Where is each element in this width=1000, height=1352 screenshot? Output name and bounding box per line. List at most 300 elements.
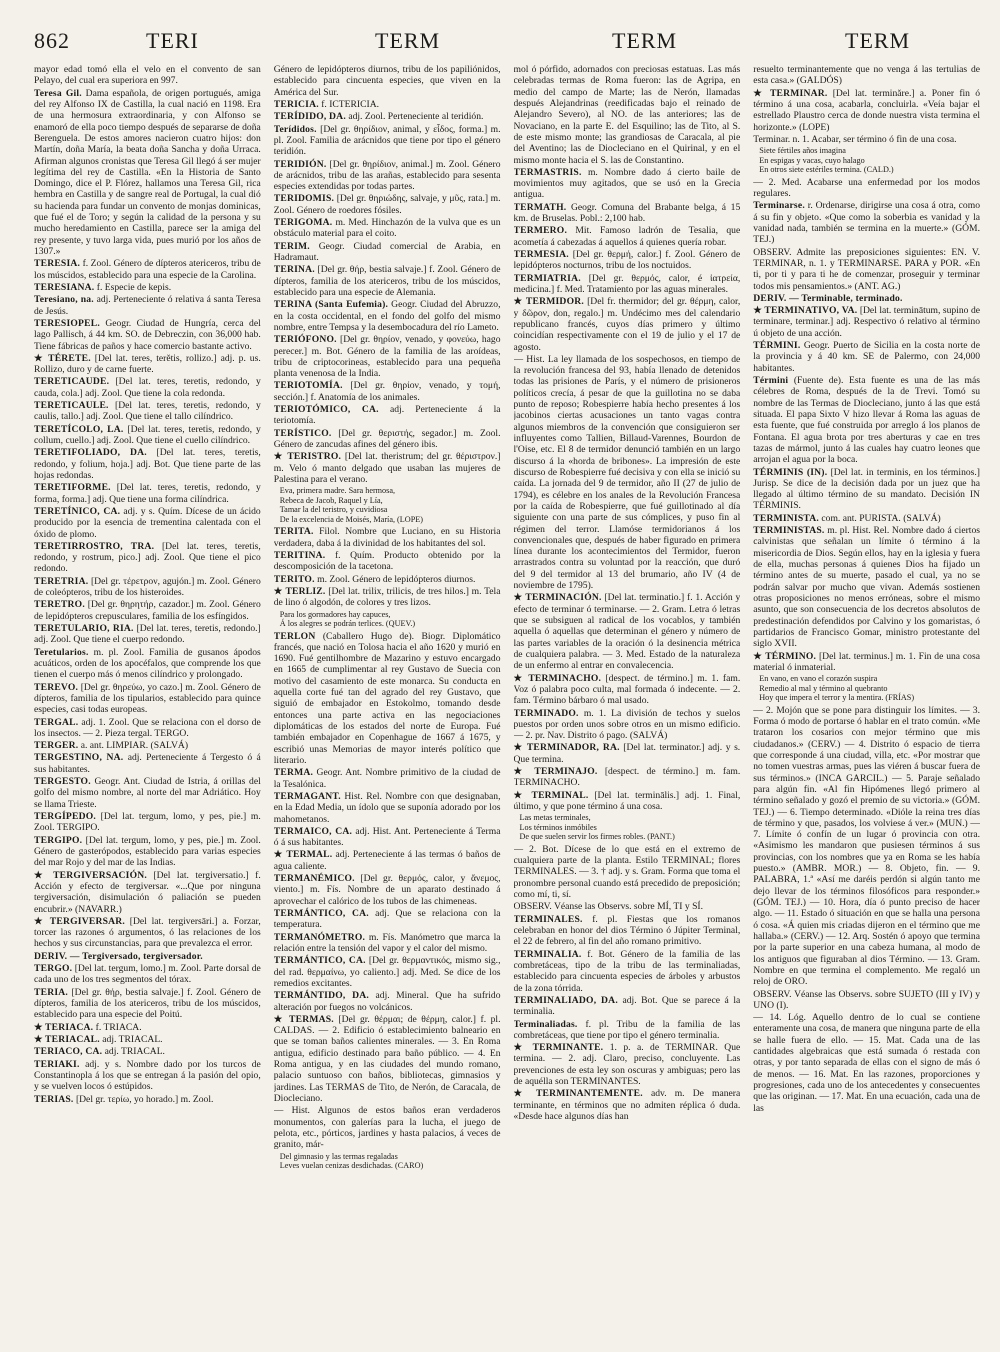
- dictionary-entry: [514, 949, 741, 994]
- entry-headword: TERMIDOR.: [525, 296, 584, 308]
- entry-headword: TERGESTINO, NA.: [34, 752, 124, 764]
- verse-citation: [280, 610, 501, 629]
- dictionary-entry: [753, 375, 980, 466]
- entry-definition: [Del gr. θεριστής, segador.] m. Zool. Género de zancudas afines del género ibis.: [273, 427, 501, 450]
- entry-definition: adj. y s. Nombre dado por los turcos de Constantinopla á los que se entregan á la pasión del opio, y se vuelven locos ó estúpidos.: [34, 1058, 261, 1093]
- verse-citation: [520, 813, 741, 842]
- star-marker: ★: [273, 849, 284, 861]
- entry-definition: [Del gr. θέρμαι; de θέρμη, calor.] f. pl. CALDAS. — 2. Edificio ó establecimiento balneario en que se toman baños calientes minerales. — 3. En Roma antigua, edificio destinado para baño público. — 4. En Roma antigua, y en las ciudades del mundo romano, palacio suntuoso con baños, bibliotecas, gimnasios y jardines. Las TERMAS de Tito, de Nerón, de Caracala, de Diocleciano.: [273, 1013, 501, 1105]
- entry-definition: [Del lat. tergum, lomo, y pes, pie.] m. Zool. TERGIPO.: [34, 811, 261, 834]
- entry-definition: — 2. Med. Acabarse una enfermedad por los modos regulares.: [753, 176, 980, 200]
- dictionary-entry: [514, 225, 741, 248]
- dictionary-entry: [514, 202, 741, 225]
- dictionary-entry: [34, 353, 261, 376]
- entry-definition: adj. Perteneciente á las termas ó baños de agua caliente.: [273, 849, 501, 872]
- dictionary-entry: [34, 376, 261, 399]
- entry-headword: TERMATH.: [513, 201, 567, 213]
- dictionary-entry: [34, 717, 261, 740]
- dictionary-entry: [34, 400, 261, 423]
- entry-definition: (Caballero Hugo de). Biogr. Diplomático francés, que nació en Tolosa hacia el año 1620 y murió en 1690. Fué gentilhombre de Mazarino y estuvo encargado en 1665 de cumplimentar al rey Gustavo de Suecia con motivo del casamiento de este monarca. Su conducta en aquella corte fué tan del agrado del rey Gustavo, que siguió de embajador en Estokolmo, tomando desde entonces una parte activa en las negociaciones diplomáticas de los estados del norte de Europa. Fué también embajador en Copenhague de 1667 á 1675, y escribió unas Memorias de mayor interés político que literario.: [273, 630, 501, 766]
- entry-headword: TERMANÓMETRO.: [273, 931, 366, 943]
- star-marker: ★: [34, 1033, 43, 1045]
- dictionary-entry: [34, 294, 261, 317]
- entry-headword: TERMAICO, CA.: [273, 825, 353, 837]
- entry-headword: TERETÍCOLO, LA.: [34, 423, 124, 435]
- entry-headword: TERMINALIA.: [513, 948, 582, 960]
- dictionary-entry: [514, 296, 741, 353]
- entry-headword: TERIGOMA.: [273, 217, 333, 229]
- dictionary-entry: [753, 88, 980, 133]
- dictionary-entry: [514, 766, 741, 789]
- dictionary-entry: [34, 64, 261, 87]
- star-marker: ★: [513, 789, 526, 801]
- entry-headword: TERGO.: [34, 963, 73, 975]
- dictionary-entry: [514, 708, 741, 742]
- entry-headword: TERIACA.: [45, 1021, 94, 1033]
- dictionary-entry: [34, 647, 261, 681]
- entry-definition: adj. TRIACAL.: [104, 1046, 165, 1058]
- entry-headword: TERMAS.: [289, 1013, 334, 1025]
- entry-definition: [Del lat. terminator.] adj. y s. Que termina.: [513, 742, 741, 765]
- dictionary-entry: [274, 767, 501, 790]
- entry-headword: TERETÍNICO, CA.: [34, 505, 121, 517]
- entry-headword: Teresa Gil.: [34, 87, 82, 99]
- entry-headword: TERIOTOMÍA.: [273, 380, 343, 392]
- star-marker: ★: [34, 1021, 43, 1033]
- star-marker: ★: [34, 869, 47, 881]
- entry-definition: [Del gr. θηρίον, venado, y τομή, sección.] f. Anatomía de los animales.: [273, 380, 501, 403]
- entry-definition: [Del gr. θερμός, calor, y ἄνεμος, viento.] m. Fís. Nombre de un aparato destinado á aprovechar el calórico de los tubos de las chimeneas.: [273, 873, 501, 907]
- entry-definition: [Del lat. terminālis.] adj. 1. Final, último, y que pone término á una cosa.: [513, 789, 741, 812]
- entry-headword: TERMÁNTIDO, DA.: [273, 990, 370, 1002]
- entry-definition: OBSERV. Véanse las Observs. sobre MÍ, TI y SÍ.: [513, 901, 703, 913]
- entry-headword: TERITO.: [273, 573, 315, 585]
- entry-definition: — 2. Mojón que se pone para distinguir los límites. — 3. Forma ó modo de portarse ó hablar en el trato común. «Me trataron los cosarios con mejor término que mis ciudadanos.» (CERV.) — 4. Distrito ó espacio de tierra que corresponde á una ciudad, villa, etc. «Por mostrar que no tomen vuestras armas, pues las viéren á buscar fuera de sus términos.» (INCA GARCIL.) — 5. Paraje señalado para algún fin. «Al fin Hipómenes llegó primero al término señalado y gozó el premio de su victoria.» (GÓM. TEJ.) — 6. Tiempo determinado. «Dióle la reina tres días de término y que, pasados, los volviese á ver.» (MUN.) — 7. Límite ó confín de un lugar ó provincia con otra. «Asimismo les mandaron que pusiesen términos á sus provincias, con los nombres que ya en Roma se les había puesto.» (AMBR. MOR.) — 8. Objeto, fin. — 9. PALABRA, 1.ª «Así me daréis perdón si algún tanto me dejo llevar de los términos filosóficos para responder.» (GÓM. TEJ.) — 10. Hora, día ó punto preciso de hacer algo. — 11. Estado ó situación en que se halla una persona ó cosa. «Á quien mis criadas dijeron en el término que me hallaba.» (CERV.) — 12. Arq. Sostén ó apoyo que termina por la parte superior en una cabeza humana, al modo de los antiguos que figuraban al dios Término. — 13. Gram. Nombre en que termina el complemento. Me regaló un reloj de ORO.: [753, 704, 980, 988]
- dictionary-entry: [274, 1105, 501, 1150]
- entry-definition: m. Zool. Género de lepidópteros diurnos.: [317, 573, 476, 585]
- dictionary-entry: [34, 963, 261, 986]
- dictionary-entry: [34, 282, 261, 293]
- star-marker: ★: [513, 672, 525, 684]
- entry-definition: [Del lat. terminatio.] f. 1. Acción y efecto de terminar ó terminarse. — 2. Gram. Letra ó letras que se subsiguen al radical de los vocablos, y también aquella ó aquellas que determinan el género y número de las partes variables de la oración ó la desinencia métrica de cualquiera palabra. — 3. Med. Estado de la naturaleza de un enfermo al entrar en convalecencia.: [513, 592, 741, 672]
- entry-headword: TERMINADOR, RA.: [526, 742, 620, 754]
- entry-definition: m. Nombre dado á cierto baile de movimientos muy agitados, que se usó en la Grecia antigua.: [513, 166, 741, 201]
- entry-headword: TERMINALES.: [513, 913, 583, 925]
- entry-headword: Terminaliadas.: [513, 1018, 578, 1030]
- entry-definition: Geogr. Puerto de Sicilia en la costa norte de la provincia y á 40 km. SE de Palermo, con 24,000 habitantes.: [753, 340, 980, 374]
- dictionary-entry: [753, 705, 980, 988]
- entry-definition: Geogr. Comuna del Brabante belga, á 15 km. de Bruselas. Pobl.: 2,100 hab.: [513, 201, 741, 225]
- entry-headword: TERISTRO.: [287, 451, 342, 463]
- entry-headword: TERMINAL.: [531, 789, 589, 801]
- citation-line: Del gimnasio y las termas regaladas: [279, 1151, 398, 1161]
- entry-definition: [Del gr. θηρεύω, yo cazo.] m. Zool. Género de dípteros, familia de los tipularios, establecido para quince especies, casi todas europeas.: [34, 681, 261, 716]
- entry-definition: com. ant. PURISTA. (SALVÁ): [821, 512, 941, 524]
- dictionary-entry: [34, 576, 261, 599]
- dictionary-entry: [274, 193, 501, 216]
- entry-definition: Geogr. Ciudad del Abruzzo, en la costa occidental, en el fondo del golfo del mismo nombre, entre Tempsa y la desembocadura del río Lameto.: [273, 299, 501, 333]
- dictionary-entry: [274, 451, 501, 485]
- dictionary-entry: [514, 844, 741, 901]
- citation-line: En otros siete estériles termina. (CALD.): [759, 165, 894, 175]
- entry-definition: [Del lat. terminātum, supino de terminare, terminar.] adj. Respectivo ó relativo al término ú objeto de una acción.: [753, 305, 980, 339]
- star-marker: ★: [513, 296, 523, 308]
- entry-definition: [Del gr. θήρ, bestia salvaje.] f. Zool. Género de dípteros, familia de los atericeros, tribu de los múscidos, establecido para una especie del Poitú.: [34, 986, 261, 1021]
- entry-definition: adj. Perteneciente á la teriotomía.: [273, 404, 501, 427]
- entry-definition: [Del gr. θηρίον, venado, y φονεύω, hago perecer.] m. Bot. Género de la familia de las aroídeas, tribu de criptocorineas, establecido para una pequeña planta venenosa de la India.: [273, 334, 501, 380]
- dictionary-entry: [34, 870, 261, 915]
- dictionary-entry: [274, 932, 501, 955]
- dictionary-entry: [34, 776, 261, 810]
- dictionary-entry: [34, 1022, 261, 1033]
- entry-headword: Teresiano, na.: [34, 294, 94, 306]
- entry-definition: [Del gr. θηρίδιον, animal.] m. Zool. Género de arácnidos, tribu de las arañas, establecido para sesenta especies extendidas por todas partes.: [273, 158, 501, 193]
- citation-line: Hoy que impera el terror y la mentira. (FRÍAS): [759, 693, 915, 703]
- entry-headword: TERÍDIDO, DA.: [273, 111, 346, 123]
- dictionary-entry: [274, 873, 501, 907]
- dictionary-entry: [34, 318, 261, 352]
- dictionary-entry: [514, 914, 741, 948]
- dictionary-entry: [753, 989, 980, 1012]
- entry-definition: — Hist. La ley llamada de los sospechosos, en tiempo de la revolución francesa del 93, había llenado de detenidos todas las prisiones de París, y el número de prisioneros políticos crecía, á pesar de que la guillotina no se daba punto de reposo; Robespierre había hecho presentes á los jacobinos ciertas acusaciones un tanto vagas contra algunos miembros de la convención que consiguieron ser influyentes como Tallien, Billaud-Varennes, Bourdon de l'Oise, etc. El 8 de termidor denunció también en un largo discurso á la «horda de bribones». La impresión de este discurso de Robespierre fué decisiva y con ella se inició su caída. La jornada del 9 de termidor, año II (27 de julio de 1794), es célebre en los anales de la Revolución Francesa por la caída de Robespierre, que fué guillotinado al día siguiente con una parte de sus cómplices, y puso fin al régimen del terror. Llamóse termidorianos á los convencionales que, después de haber figurado en primera línea durante los acontecimientos del Termidor, fueron arrastrados contra su voluntad por la reacción, que duró del 9 del termidor al 13 del brumario, año IV (4 de noviembre de 1795).: [513, 353, 741, 592]
- entry-headword: TERMINAR.: [769, 87, 828, 99]
- dictionary-entry: [34, 835, 261, 869]
- column-3: [514, 64, 741, 1344]
- dictionary-entry: [274, 990, 501, 1013]
- entry-headword: TERIAS.: [34, 1093, 74, 1105]
- entry-definition: [Del fr. thermidor; del gr. θέρμη, calor, y δῶρον, don, regalo.] m. Undécimo mes del calendario republicano francés, cuyos días primero y último coincidían respectivamente con el 19 de julio y el 17 de agosto.: [513, 296, 741, 353]
- dictionary-entry: [274, 124, 501, 158]
- dictionary-entry: [753, 651, 980, 674]
- entry-definition: [Del lat. tergiversāri.] a. Forzar, torcer las razones ó argumentos, ó las relaciones de los hechos y sus circunstancias, para que prevalezca el error.: [34, 915, 261, 950]
- entry-definition: adj. Perteneciente ó relativa á santa Teresa de Jesús.: [34, 294, 261, 317]
- entry-headword: TÉRMINO.: [765, 650, 817, 662]
- dictionary-entry: [514, 249, 741, 272]
- entry-definition: [Del gr. θηριώδης, salvaje, y μῦς, rata.] m. Zool. Género de roedores fósiles.: [273, 193, 501, 216]
- dictionary-entry: [274, 299, 501, 333]
- entry-headword: TERETRIA.: [34, 575, 89, 587]
- dictionary-entry: [274, 334, 501, 379]
- entry-definition: [despect. de término.] m. 1. fam. Voz ó palabra poco culta, mal formada ó indecente. — 2. fam. Término bárbaro ó mal usado.: [513, 672, 741, 707]
- entry-definition: [Del lat. teres, teretis, redondo, y cauda, cola.] adj. Zool. Que tiene la cola redonda.: [34, 376, 261, 399]
- dictionary-entry: [753, 525, 980, 649]
- entry-headword: TERGAL.: [34, 716, 79, 728]
- dictionary-entry: [514, 1088, 741, 1122]
- dictionary-entry: [514, 673, 741, 707]
- entry-definition: f. Zool. Género de dípteros atericeros, tribu de los múscidos, establecido para una especie de la Carolina.: [34, 258, 261, 281]
- entry-headword: TERESIA.: [34, 258, 81, 270]
- dictionary-entry: [753, 1012, 980, 1114]
- dictionary-entry: [514, 273, 741, 296]
- entry-definition: adj. Mineral. Que ha sufrido alteración por fuegos no volcánicos.: [273, 990, 501, 1013]
- entry-headword: TERGESTO.: [34, 776, 91, 788]
- dictionary-entry: [274, 380, 501, 403]
- citation-line: Para los gormadores hay capuces,: [279, 609, 391, 619]
- entry-headword: TÉRETE.: [48, 352, 91, 364]
- entry-definition: adj. Que se relaciona con la temperatura.: [273, 908, 501, 931]
- entry-headword: TERIDOMIS.: [273, 193, 335, 205]
- entry-definition: Geogr. Ant. Ciudad de Istria, á orillas del golfo del mismo nombre, al norte del mar Adriático. Hoy se llama Trieste.: [34, 776, 261, 810]
- dictionary-entry: [514, 1019, 741, 1042]
- dictionary-entry: [274, 586, 501, 609]
- entry-definition: [Del lat. tergum, lomo, y pes, pie.] m. Zool. Género de gasterópodos, establecido para varias especies del mar Rojo y del mar de las Indias.: [34, 834, 261, 869]
- dictionary-entry: [514, 354, 741, 592]
- entry-definition: [Del lat. teres, teretis, redondo, y rostrum, pico.] adj. Zool. Que tiene el pico redondo.: [34, 540, 261, 575]
- dictionary-entry: [274, 64, 501, 98]
- dictionary-entry: [274, 241, 501, 264]
- star-marker: ★: [273, 585, 283, 597]
- text-columns: [34, 64, 980, 1344]
- entry-headword: Terídidos.: [273, 123, 317, 135]
- entry-headword: TERETULARIO, RIA.: [34, 623, 134, 634]
- page-number: 862: [34, 28, 70, 53]
- citation-line: Rebeca de Jacob, Raquel y Lía,: [279, 495, 383, 505]
- entry-definition: [Del lat. terminus.] m. 1. Fin de una cosa material ó inmaterial.: [753, 650, 980, 673]
- dictionary-entry: [274, 404, 501, 427]
- entry-definition: m. pl. Hist. Rel. Nombre dado á ciertos calvinistas que señalan un límite ó término á la misericordia de Dios. Según ellos, hay en la iglesia y fuera de ella, muchas personas á quienes Dios ha fijado un término antes de su muerte, pasado el cual, ya no se podrán salvar por mucho que vivan. Además sostienen otras proposiciones no menos erróneas, sobre el mismo asunto, que son consecuencia de los decretos absolutos de predestinación defendidos por Calvino y los gomaristas, ó partidarios de Francisco Gomar, ministro protestante del siglo XVII.: [753, 525, 980, 650]
- entry-definition: [Del lat. terminăre.] a. Poner fin ó término á una cosa, acabarla, concluirla. «Veía bajar el estrellado Plaustro cerca de donde nuestra vista termina el horizonte.» (LOPE): [753, 87, 980, 133]
- entry-headword: TEREVO.: [34, 681, 79, 693]
- citation-line: Siete fértiles años imagina: [759, 146, 846, 156]
- entry-definition: [Del lat. tergiversatio.] f. Acción y efecto de tergiversar. «...Que por ninguna tergiversación, disimulación ó paliación se pueden encubrir.» (NAVARR.): [34, 869, 261, 915]
- entry-headword: TERIDIÓN.: [273, 158, 327, 170]
- entry-definition: [Del lat. trilix, trilicis, de tres hilos.] m. Tela de lino ó algodón, de colores y tres lizos.: [273, 585, 501, 609]
- entry-headword: TERMIATRIA.: [513, 272, 581, 284]
- entry-definition: Geogr. Ant. Nombre primitivo de la ciudad de la Tesalónica.: [273, 767, 501, 790]
- entry-headword: TERLIZ.: [285, 585, 326, 597]
- entry-definition: mol ó pórfido, adornados con preciosas estatuas. Las más celebradas termas de Roma fueron: las de Agripa, en medio del campo de Marte; las de Nerón, llamadas después Alejandrinas (reedificadas bajo el reinado de Alejandro Severo), al NO. de las anteriores; las de Novaciano, en la parte E. del Esquilino; las de Tito, al S. de este mismo monte; las grandiosas de Caracala, al pie del Aventino; las de Diocleciano en el Quirinal, y en el mismo monte hacia el S. las de Constantino.: [513, 64, 741, 166]
- entry-headword: TERMINADO.: [513, 707, 579, 719]
- dictionary-entry: [34, 987, 261, 1021]
- entry-headword: TERMA.: [273, 767, 314, 779]
- entry-definition: Filol. Nombre que Luciano, en su Historia verdadera, daba á la divinidad de los habitantes del sol.: [273, 526, 501, 549]
- dictionary-entry: [274, 264, 501, 298]
- entry-headword: TERGIVERSACIÓN.: [53, 869, 147, 881]
- entry-definition: OBSERV. Véanse las Observs. sobre SUJETO (III y IV) y UNO (I).: [753, 988, 980, 1011]
- entry-definition: [Del gr. τερίω, yo horado.] m. Zool.: [75, 1093, 214, 1105]
- star-marker: ★: [273, 1013, 285, 1025]
- entry-definition: f. Bot. Género de la familia de las combretáceas, tipo de la tribu de las terminaliadas, establecido para cincuenta especies de árboles y arbustos de la zona tórrida.: [513, 948, 741, 994]
- entry-headword: TERMÁNTICO, CA.: [273, 955, 366, 967]
- entry-headword: TERIÓFONO.: [273, 334, 337, 346]
- entry-definition: adj. y s. Quím. Dícese de un ácido producido por la esencia de trementina calentada con el óxido de plomo.: [34, 505, 261, 540]
- entry-definition: resuelto terminantemente que no venga á las tertulias de esta casa.» (GALDÓS): [753, 64, 980, 87]
- entry-headword: TERIAKI.: [34, 1058, 80, 1070]
- dictionary-entry: [34, 599, 261, 622]
- entry-headword: TERIACO, CA.: [34, 1046, 103, 1058]
- citation-line: Remedio al mal y término al quebranto: [759, 683, 888, 693]
- entry-definition: OBSERV. Admite las preposiciones siguientes: EN. V. TERMINAR, n. 1. y TERMINARSE. PARA y POR. «En ti, por ti y para ti he de comenzar, proseguir y terminar todos mis pensamientos.» (ANT. AG.): [753, 246, 980, 292]
- entry-headword: TERMINALIADO, DA.: [513, 994, 618, 1006]
- entry-headword: TERESIOPEL.: [34, 317, 100, 329]
- entry-headword: TERIACAL.: [45, 1033, 100, 1045]
- citation-line: Leves vuelan cenizas desdichadas. (CARO): [279, 1161, 424, 1171]
- dictionary-entry: [514, 995, 741, 1018]
- entry-definition: adj. Perteneciente á Tergesto ó á sus habitantes.: [34, 752, 261, 775]
- entry-headword: Teretularios.: [34, 646, 89, 658]
- entry-headword: TERICIA.: [273, 98, 319, 110]
- entry-definition: [Del lat. teres, teretis, redondo, y collum, cuello.] adj. Zool. Que tiene el cuello cilíndrico.: [34, 423, 261, 446]
- entry-definition: [Del gr. θερμός, calor, é ἰατρεία, medicina.] f. Med. Tratamiento por las aguas minerales.: [513, 272, 741, 295]
- dictionary-entry: [753, 134, 980, 145]
- entry-headword: TERIM.: [273, 240, 310, 252]
- entry-headword: TERMÁNTICO, CA.: [273, 908, 369, 920]
- dictionary-entry: [274, 550, 501, 573]
- entry-definition: Geogr. Ciudad comercial de Arabia, en Hadramaut.: [273, 240, 501, 263]
- dictionary-entry: [753, 200, 980, 245]
- entry-definition: adj. Hist. Ant. Perteneciente á Terma ó á sus habitantes.: [273, 825, 501, 849]
- entry-definition: f. TRIACA.: [95, 1021, 142, 1033]
- entry-definition: — 14. Lóg. Aquello dentro de lo cual se contiene enteramente una cosa, de manera que ninguna parte de ella se halle fuera de ello. — 15. Mat. Cada una de las cantidades algebraicas que está sumada ó restada con otras, y por tanto separada de ellas con el signo de más ó de menos. — 16. Mat. En las razones, proporciones y progresiones, cada uno de los antecedentes y consecuentes que las originan. — 17. Mat. En una ecuación, cada una de las: [753, 1012, 980, 1114]
- entry-definition: [Del gr. θερμή, calor.] f. Zool. Género de lepidópteros nocturnos, tribu de los noctuidos.: [513, 249, 741, 272]
- dictionary-entry: [514, 167, 741, 201]
- dictionary-entry: [34, 682, 261, 716]
- entry-definition: m. Med. Hinchazón de la vulva que es un obstáculo material para el coito.: [273, 217, 501, 240]
- entry-headword: TERMASTRIS.: [513, 166, 582, 178]
- entry-definition: m. 1. La división de techos y suelos puestos por orden unos sobre otros en un mismo edificio. — 2. pr. Nav. Distrito ó pago. (SALVÁ): [513, 707, 741, 742]
- dictionary-entry: [753, 247, 980, 292]
- dictionary-entry: [514, 901, 741, 912]
- citation-line: De que suelen servir los firmes robles. (PANT.): [519, 832, 675, 842]
- page-header: [0, 28, 1000, 64]
- dictionary-entry: [753, 513, 980, 524]
- entry-definition: [Del gr. θερμαντικός, mismo sig., del rad. θερμαίνω, yo caliento.] adj. Med. Se dice de los remedios excitantes.: [273, 955, 501, 989]
- entry-definition: — 2. Bot. Dícese de lo que está en el extremo de cualquiera parte de la planta. Estilo TERMINAL; flores TERMINALES. — 3. † adj. y s. Gram. Forma que toma el pronombre personal cuando está precedido de preposición; como mí, ti, sí.: [513, 843, 741, 901]
- entry-definition: mayor edad tomó ella el velo en el convento de san Pelayo, del cual era superiora en 997.: [34, 64, 261, 87]
- entry-headword: TÉRMINI.: [753, 340, 801, 352]
- citation-line: Eva, primera madre. Sara hermosa,: [279, 486, 396, 496]
- dictionary-entry: [274, 791, 501, 825]
- entry-definition: 1. p. a. de TERMINAR. Que termina. — 2. adj. Claro, preciso, concluyente. Las prevenciones de esta ley son oscuras y ambiguas; pero las de aquélla son TERMINANTES.: [513, 1042, 741, 1088]
- dictionary-entry: [34, 1059, 261, 1093]
- entry-headword: TERMINISTAS.: [753, 525, 825, 537]
- dictionary-entry: [34, 811, 261, 834]
- entry-headword: TÉRMINIS (IN).: [753, 466, 828, 478]
- dictionary-entry: [34, 740, 261, 751]
- star-marker: ★: [513, 1088, 528, 1100]
- guide-word: TERM: [845, 28, 911, 53]
- entry-headword: TERITINA.: [273, 549, 326, 561]
- entry-definition: [Del lat. teres, terĕtis, rollizo.] adj. p. us. Rollizo, duro y de carne fuerte.: [34, 352, 261, 376]
- entry-headword: TERMINANTEMENTE.: [535, 1088, 643, 1100]
- entry-definition: m. Fís. Manómetro que marca la relación entre la tensión del vapor y el calor del mismo.: [273, 931, 501, 954]
- entry-definition: adj. Zool. Perteneciente al teridión.: [348, 111, 484, 123]
- entry-headword: TERETIFOLIADO, DA.: [34, 447, 147, 459]
- entry-headword: TERGER.: [34, 740, 79, 752]
- verse-citation: [759, 146, 980, 175]
- dictionary-entry: [274, 631, 501, 767]
- dictionary-entry: [34, 752, 261, 775]
- entry-definition: [Del gr. τέρετρον, agujón.] m. Zool. Género de coleópteros, tribu de los histeroides.: [34, 575, 261, 599]
- entry-definition: Hist. Rel. Nombre con que designaban, en la Edad Media, un ídolo que se suponía adorado por los mahometanos.: [273, 790, 501, 825]
- guide-word: TERM: [375, 28, 441, 53]
- dictionary-entry: [34, 541, 261, 575]
- entry-headword: TERMINISTA.: [753, 512, 819, 524]
- dictionary-entry: [274, 955, 501, 989]
- entry-headword: TERETRO.: [34, 599, 85, 611]
- entry-headword: TERGIPO.: [34, 834, 83, 846]
- entry-headword: TERIOTÓMICO, CA.: [273, 404, 379, 416]
- dictionary-entry: [514, 790, 741, 813]
- entry-headword: TERINA (Santa Eufemia).: [273, 299, 389, 311]
- dictionary-entry: [34, 1034, 261, 1045]
- guide-word: TERM: [612, 28, 678, 53]
- entry-headword: TERETIFORME.: [34, 482, 111, 494]
- entry-headword: TERGIVERSAR.: [49, 915, 125, 927]
- star-marker: ★: [273, 451, 284, 463]
- entry-definition: [Del lat. tergum, lomo.] m. Zool. Parte dorsal de cada uno de los tres segmentos del tórax.: [34, 963, 261, 986]
- entry-definition: [Del lat. teres, teretis, redondo, y forma, forma.] adj. Que tiene una forma cilíndrica.: [34, 482, 261, 505]
- citation-line: En espigas y vacas, cuyo halago: [759, 155, 865, 165]
- entry-headword: TERMINAJO.: [534, 766, 598, 778]
- entry-definition: f. pl. Tribu de la familia de las combretáceas, que tiene por tipo el género terminalia.: [513, 1018, 741, 1041]
- dictionary-entry: [274, 217, 501, 240]
- citation-line: Los términos inmóbiles: [519, 822, 597, 832]
- dictionary-entry: [514, 592, 741, 671]
- entry-definition: Geogr. Ciudad de Hungría, cerca del lago Pallisch, á 44 km. SO. de Debreczin, con 36,000 hab. Tiene fábricas de paños y hace comercio bastante activo.: [34, 317, 261, 352]
- entry-headword: TERÍSTICO.: [273, 427, 332, 439]
- dictionary-entry: [274, 526, 501, 549]
- dictionary-entry: [34, 951, 261, 962]
- verse-citation: [280, 1152, 501, 1171]
- verse-citation: [280, 486, 501, 524]
- dictionary-entry: [34, 506, 261, 540]
- dictionary-entry: [274, 428, 501, 451]
- entry-definition: — Hist. Algunos de estos baños eran verdaderos monumentos, con galerías para la lucha, el juego de pelota, etc., pórticos, jardines y hasta palacios, á veces de granito, már-: [273, 1105, 501, 1151]
- citation-line: En vano, en vano el corazón suspira: [759, 674, 878, 684]
- entry-headword: TERMAL.: [286, 849, 333, 861]
- entry-headword: TERMAGANT.: [273, 790, 341, 802]
- dictionary-entry: [753, 64, 980, 87]
- entry-definition: m. pl. Zool. Familia de gusanos ápodos acuáticos, orden de los apocéfalos, que comprende los que tienen el cuerpo más ó menos cilíndrico y prolongado.: [34, 646, 261, 681]
- dictionary-entry: [274, 849, 501, 872]
- star-marker: ★: [34, 915, 45, 927]
- entry-definition: [Del lat. teres, teretis, redondo.] adj. Zool. Que tiene el cuerpo redondo.: [34, 623, 261, 646]
- entry-definition: (Fuente de). Esta fuente es una de las más célebres de Roma, después de la de Trevi. Tomó su nombre de las Termas de Diocleciano, junto á las que está situada. El papa Sixto V hizo llevar á Roma las aguas de esta fuente, que fué construida por arreglo á los planos de Fontana. El agua brota por tres aberturas y cae en tres tazas de mármol, junto á las cuales hay cuatro leones que arrojan el agua por la boca.: [753, 375, 980, 466]
- entry-definition: f. ICTERICIA.: [321, 98, 380, 110]
- entry-headword: TERITA.: [273, 526, 314, 538]
- star-marker: ★: [753, 305, 762, 317]
- entry-definition: [despect. de término.] m. fam. TERMINACHO.: [513, 766, 741, 789]
- verse-citation: [759, 674, 980, 703]
- dictionary-entry: [34, 258, 261, 281]
- entry-definition: [Del lat. in terminis, en los términos.] Jurisp. Se dice de la decisión dada por un juez que ha llegado al último término de su mandato. Decisión IN TÉRMINIS.: [753, 466, 980, 512]
- dictionary-entry: [514, 1042, 741, 1087]
- entry-definition: Género de lepidópteros diurnos, tribu de los papiliónidos, establecido para cincuenta especies, que viven en la América del Sur.: [273, 64, 501, 98]
- star-marker: ★: [513, 766, 528, 778]
- entry-headword: TERMANÉMICO.: [273, 873, 355, 885]
- star-marker: ★: [34, 352, 45, 364]
- dictionary-entry: [274, 908, 501, 931]
- entry-headword: DERIV. — Terminable, terminado.: [753, 292, 903, 304]
- dictionary-entry: [274, 159, 501, 193]
- citation-line: Á los alegres se podrán terlices. (QUEV.): [279, 619, 416, 629]
- dictionary-entry: [753, 177, 980, 200]
- entry-headword: TERINA.: [273, 264, 315, 276]
- dictionary-entry: [274, 111, 501, 122]
- dictionary-entry: [34, 1094, 261, 1105]
- dictionary-entry: [34, 424, 261, 447]
- dictionary-entry: [34, 623, 261, 646]
- entry-headword: TERLON: [273, 630, 316, 642]
- star-marker: ★: [513, 1042, 527, 1054]
- star-marker: ★: [753, 650, 763, 662]
- entry-definition: adj. TRIACAL.: [102, 1033, 163, 1045]
- citation-line: Tamar la del teristro, y cuvidiosa: [279, 505, 388, 515]
- entry-headword: DERIV. — Tergiversado, tergiversador.: [34, 950, 203, 962]
- entry-definition: [Del gr. θηρίδιον, animal, y εἶδος, forma.] m. pl. Zool. Familia de arácnidos que tiene por tipo el género teridión.: [273, 123, 501, 158]
- dictionary-entry: [274, 1014, 501, 1105]
